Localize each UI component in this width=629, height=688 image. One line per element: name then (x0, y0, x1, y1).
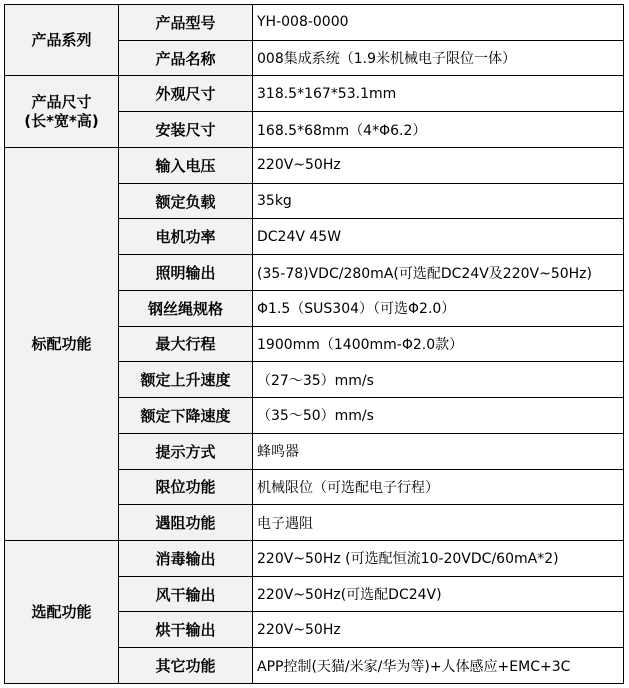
product-spec-table (4, 4, 624, 684)
spec-label: 遇阻功能 (119, 505, 253, 541)
spec-value: 220V~50Hz (253, 612, 624, 648)
spec-value: 220V~50Hz (253, 147, 624, 183)
spec-label: 额定负载 (119, 183, 253, 219)
spec-value: 电子遇阻 (253, 505, 624, 541)
spec-value: Φ1.5（SUS304）（可选Φ2.0） (253, 290, 624, 326)
spec-value: 机械限位（可选配电子行程） (253, 469, 624, 505)
spec-value: 1900mm（1400mm-Φ2.0款） (253, 326, 624, 362)
spec-label: 安装尺寸 (119, 112, 253, 148)
group-title-optional-features (5, 541, 119, 684)
group-title-line: (长*宽*高) (24, 111, 99, 130)
spec-label: 额定下降速度 (119, 398, 253, 434)
spec-label: 外观尺寸 (119, 76, 253, 112)
group-title-product-size (5, 76, 119, 147)
spec-value: 220V~50Hz (可选配恒流10-20VDC/60mA*2) (253, 541, 624, 577)
spec-value: APP控制(天猫/米家/华为等)+人体感应+EMC+3C (253, 648, 624, 684)
spec-row (5, 147, 624, 183)
spec-value: DC24V 45W (253, 219, 624, 255)
spec-label: 最大行程 (119, 326, 253, 362)
group-title-line: 产品系列 (31, 30, 92, 49)
spec-label: 额定上升速度 (119, 362, 253, 398)
spec-label: 限位功能 (119, 469, 253, 505)
spec-label: 输入电压 (119, 147, 253, 183)
spec-label: 产品名称 (119, 40, 253, 76)
spec-label: 消毒输出 (119, 541, 253, 577)
spec-row (5, 76, 624, 112)
spec-label: 提示方式 (119, 433, 253, 469)
spec-value: 220V~50Hz(可选配DC24V) (253, 576, 624, 612)
spec-value: 蜂鸣器 (253, 433, 624, 469)
spec-label: 风干输出 (119, 576, 253, 612)
spec-value: YH-008-0000 (253, 5, 624, 41)
spec-value: （27～35）mm/s (253, 362, 624, 398)
spec-value: (35-78)VDC/280mA(可选配DC24V及220V~50Hz) (253, 255, 624, 291)
spec-value: （35～50）mm/s (253, 398, 624, 434)
group-title-standard-features (5, 147, 119, 540)
spec-label: 其它功能 (119, 648, 253, 684)
spec-label: 烘干输出 (119, 612, 253, 648)
spec-value: 168.5*68mm（4*Φ6.2） (253, 112, 624, 148)
group-title-line: 标配功能 (31, 334, 92, 353)
spec-row (5, 541, 624, 577)
spec-label: 钢丝绳规格 (119, 290, 253, 326)
spec-label: 照明输出 (119, 255, 253, 291)
spec-label: 产品型号 (119, 5, 253, 41)
group-title-line: 产品尺寸 (31, 92, 92, 111)
spec-label: 电机功率 (119, 219, 253, 255)
spec-value: 008集成系统（1.9米机械电子限位一体） (253, 40, 624, 76)
spec-row (5, 5, 624, 41)
group-title-line: 选配功能 (31, 602, 92, 621)
spec-value: 318.5*167*53.1mm (253, 76, 624, 112)
spec-value: 35kg (253, 183, 624, 219)
group-title-product-series (5, 5, 119, 76)
